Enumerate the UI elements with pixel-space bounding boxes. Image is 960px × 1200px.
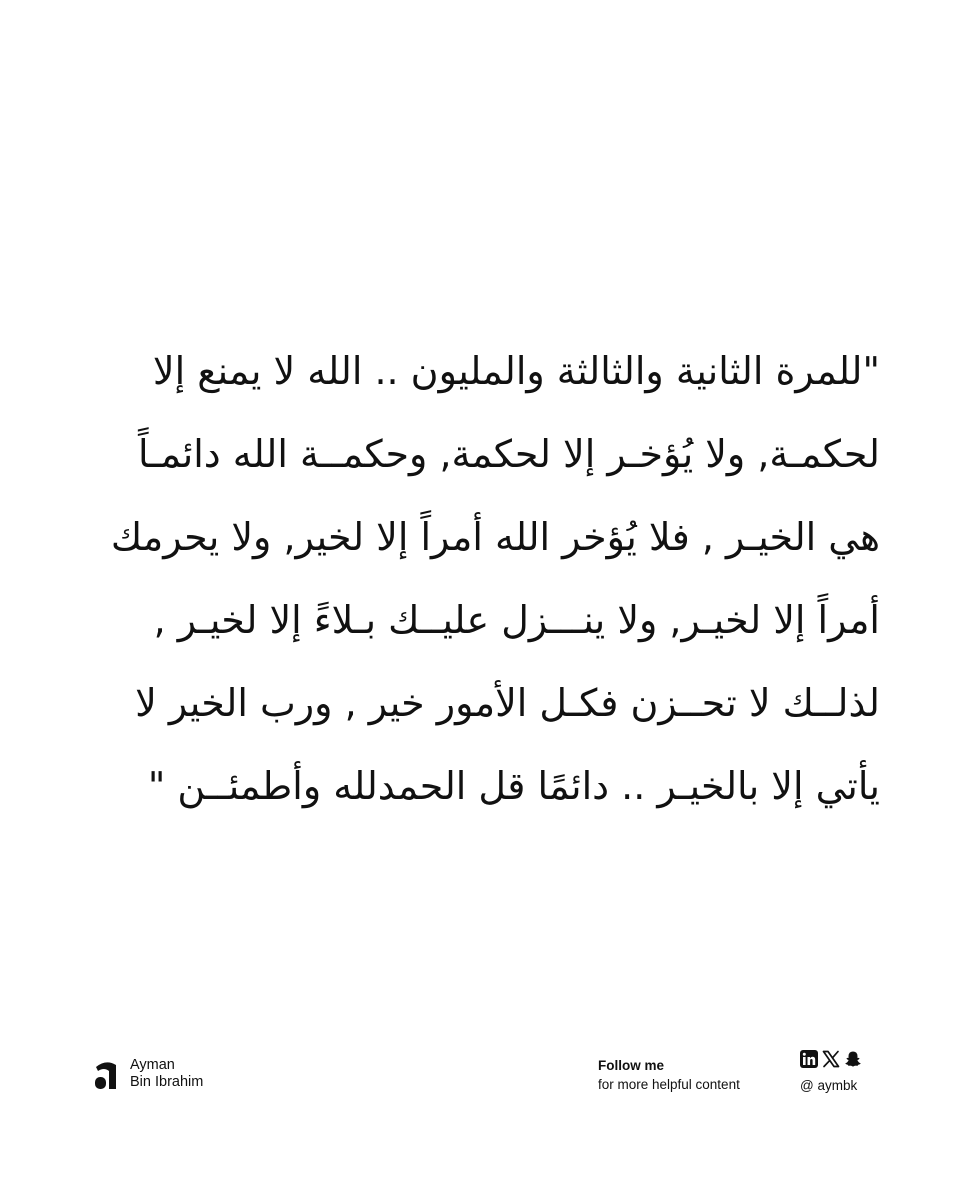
snapchat-icon[interactable]	[844, 1050, 862, 1068]
x-icon[interactable]	[822, 1050, 840, 1068]
quote-line-6: يأتي إلا بالخيـر .. دائمًا قل الحمدلله وأطمئــن "	[147, 764, 880, 808]
quote-line-3: هي الخيـر , فلا يُؤخر الله أمراً إلا لخير, ولا يحرمك	[110, 515, 880, 559]
follow-title: Follow me	[598, 1058, 665, 1073]
quote-line-5: لذلــك لا تحــزن فكـل الأمور خير , ورب الخير لا	[135, 681, 880, 725]
quote-block	[60, 330, 880, 828]
quote-line-1: "للمرة الثانية والثالثة والمليون .. الله لا يمنع إلا	[152, 349, 880, 393]
social-handle: @ aymbk	[800, 1078, 858, 1093]
brand-block	[92, 1057, 203, 1091]
brand-name-line-2: Bin Ibrahim	[130, 1074, 204, 1090]
follow-block	[598, 1056, 740, 1094]
brand-name-line-1: Ayman	[130, 1057, 175, 1073]
brand-logo-icon	[92, 1057, 120, 1091]
linkedin-icon[interactable]	[800, 1050, 818, 1068]
brand-name	[130, 1057, 203, 1091]
social-links	[800, 1048, 862, 1095]
social-icons	[800, 1048, 862, 1070]
quote-line-4: أمراً إلا لخيـر, ولا ينـــزل عليــك بـلاءً إلا لخيـر ,	[153, 598, 880, 642]
follow-subtitle: for more helpful content	[598, 1077, 740, 1092]
quote-line-2: لحكمـة, ولا يُؤخـر إلا لحكمة, وحكمــة الله دائمـاً	[137, 432, 880, 476]
